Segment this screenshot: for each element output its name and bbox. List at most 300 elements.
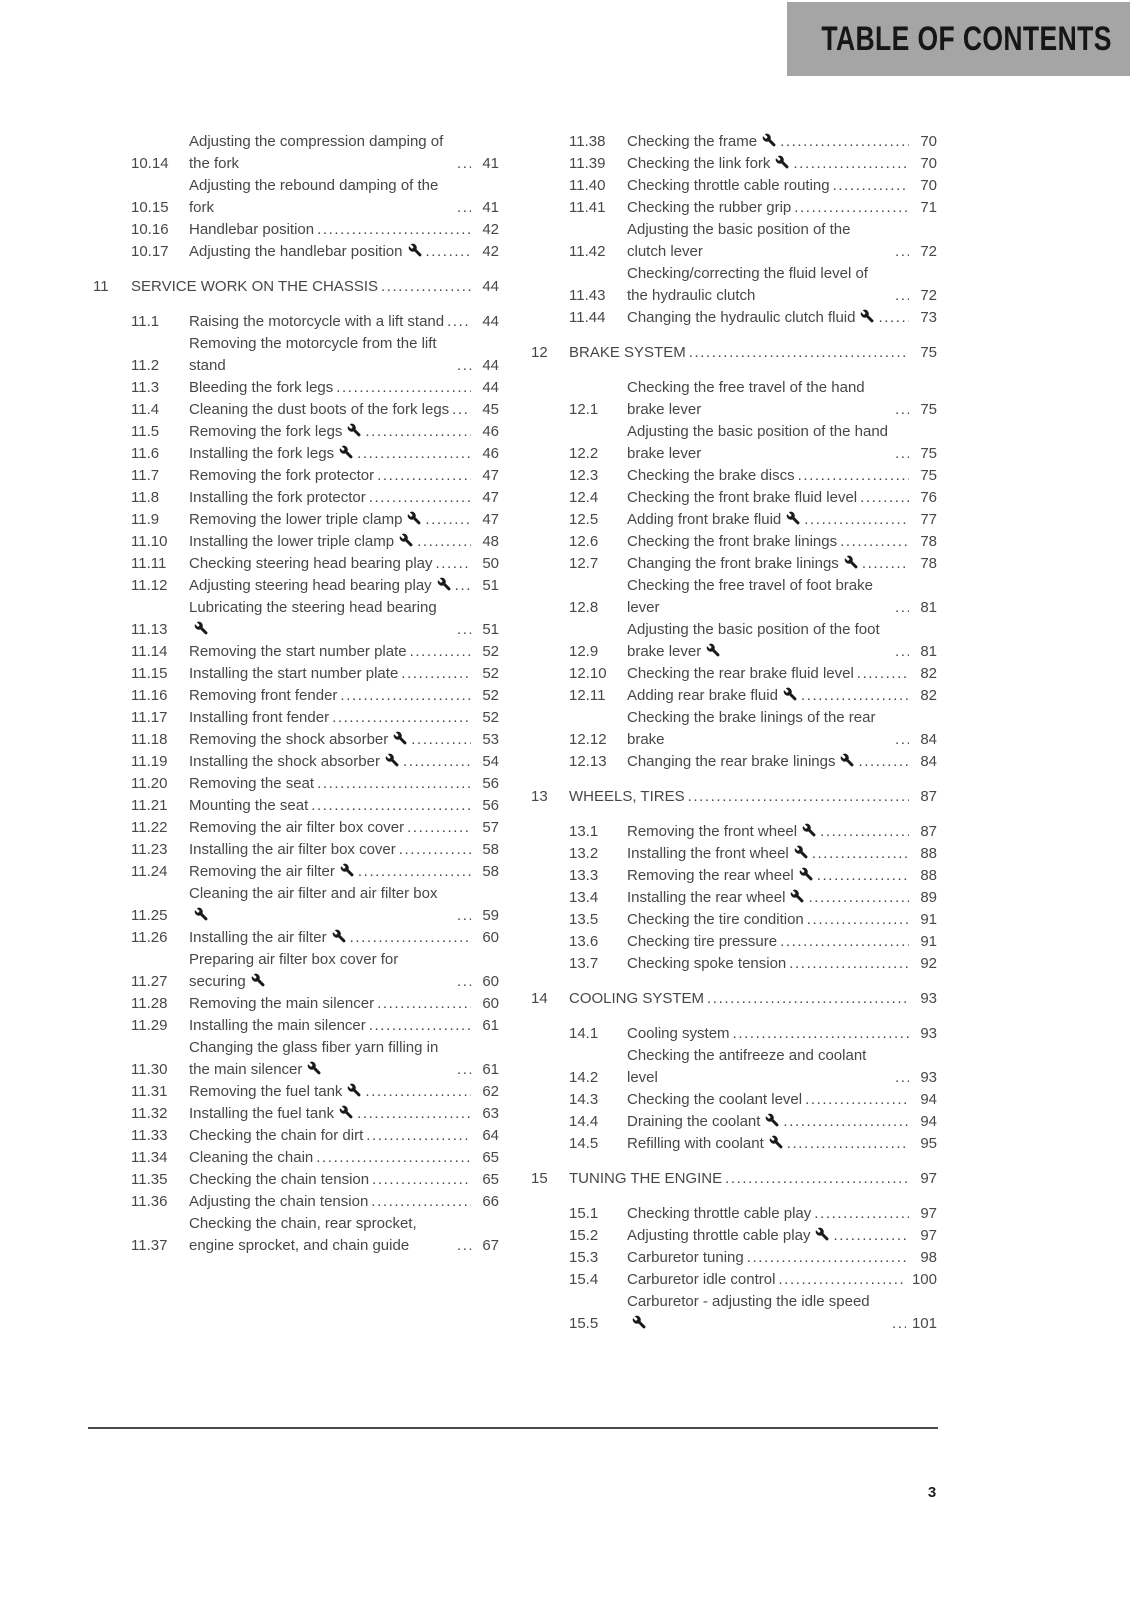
- toc-entry-number: 11.17: [131, 709, 168, 726]
- toc-entry-title: [189, 949, 454, 993]
- toc-page-ref: 51: [482, 577, 499, 594]
- toc-entry-title-text: Removing the air filter box cover: [189, 819, 405, 836]
- toc-entry: [569, 575, 937, 619]
- toc-page-ref: 81: [920, 643, 937, 660]
- toc-entry-title-text: Removing the front wheel: [627, 823, 798, 840]
- dot-leader: [783, 1111, 909, 1133]
- toc-entry-title: [189, 993, 374, 1015]
- toc-entry: [569, 263, 937, 307]
- toc-page-ref: 65: [482, 1149, 499, 1166]
- toc-entry-title: [627, 487, 857, 509]
- toc-page-ref: 71: [920, 199, 937, 216]
- toc-entry: [131, 685, 499, 707]
- toc-entry-number: 11.28: [131, 995, 168, 1012]
- dot-leader: [410, 641, 471, 663]
- toc-section: [93, 276, 499, 1257]
- toc-entry: [569, 865, 937, 887]
- toc-entry-title: [627, 1045, 892, 1089]
- toc-entry-number: 14.4: [569, 1113, 599, 1130]
- toc-entry-number: 11.22: [131, 819, 168, 836]
- dot-leader: [457, 1059, 471, 1081]
- toc-page-ref: 56: [482, 775, 499, 792]
- toc-section: [531, 1168, 937, 1335]
- toc-entry: [131, 1191, 499, 1213]
- toc-entry: [569, 553, 937, 575]
- toc-page-ref: 58: [482, 841, 499, 858]
- toc-page-ref: 101: [911, 1315, 937, 1332]
- toc-entry: [569, 707, 937, 751]
- toc-page-ref: 89: [920, 889, 937, 906]
- toc-entry: [569, 1203, 937, 1225]
- toc-entry-title: [189, 377, 333, 399]
- dot-leader: [895, 597, 909, 619]
- toc-entry: [569, 421, 937, 465]
- toc-section-title: SERVICE WORK ON THE CHASSIS: [131, 278, 378, 295]
- toc-section-header: [531, 342, 937, 364]
- dot-leader: [369, 487, 471, 509]
- toc-entry-title: [627, 219, 892, 263]
- toc-entry-number: 11.30: [131, 1061, 168, 1078]
- toc-entry-title-text: Checking the free travel of the hand brake lever: [627, 379, 865, 418]
- toc-entry-title-text: Checking the tire condition: [627, 911, 804, 928]
- toc-entry-number: 10.16: [131, 221, 169, 238]
- toc-page-ref: 97: [920, 1205, 937, 1222]
- dot-leader: [895, 1067, 909, 1089]
- toc-page-ref: 65: [482, 1171, 499, 1188]
- toc-page-ref: 66: [482, 1193, 499, 1210]
- toc-entry-number: 15.2: [569, 1227, 599, 1244]
- toc-entry-title: [189, 751, 400, 773]
- toc-entry-title: [189, 707, 329, 729]
- toc-page-ref: 54: [482, 753, 499, 770]
- toc-entry-number: 12.2: [569, 445, 599, 462]
- toc-entry-title: [189, 1147, 313, 1169]
- toc-entry: [131, 531, 499, 553]
- toc-page-ref: 60: [482, 929, 499, 946]
- toc-section: [531, 131, 937, 329]
- toc-entry: [131, 1125, 499, 1147]
- dot-leader: [780, 131, 909, 153]
- toc-section-number: 15: [531, 1170, 548, 1187]
- toc-entry-title: [189, 861, 355, 883]
- toc-column-right: [531, 131, 937, 1335]
- toc-entry: [131, 861, 499, 883]
- toc-section: [93, 131, 499, 263]
- dot-leader: [316, 1147, 471, 1169]
- toc-entry: [131, 241, 499, 263]
- toc-entry-number: 11.1: [131, 313, 160, 330]
- toc-entry-title: [627, 685, 798, 707]
- toc-entry-title: [189, 839, 396, 861]
- toc-entry: [131, 333, 499, 377]
- toc-entry-number: 15.4: [569, 1271, 599, 1288]
- toc-entry-title: [189, 333, 454, 377]
- dot-leader: [858, 751, 909, 773]
- toc-entry-title-text: Installing the shock absorber: [189, 753, 380, 770]
- page-title: TABLE OF CONTENTS: [821, 20, 1112, 58]
- toc-entry-title-text: Bleeding the fork legs: [189, 379, 334, 396]
- wrench-icon: [762, 131, 777, 153]
- toc-section-header: [531, 786, 937, 808]
- toc-entry: [131, 219, 499, 241]
- toc-entry: [569, 663, 937, 685]
- toc-entry-title-text: Removing the motorcycle from the lift stand: [189, 335, 437, 374]
- toc-entry-title-text: Changing the glass fiber yarn filling in the main silencer: [189, 1039, 439, 1078]
- toc-entry-title: [189, 1213, 454, 1257]
- dot-leader: [787, 1133, 909, 1155]
- toc-entry-number: 11.10: [131, 533, 168, 550]
- toc-entry: [131, 421, 499, 443]
- toc-entry-title-text: Checking the front brake linings: [627, 533, 838, 550]
- toc-entry-number: 11.25: [131, 907, 168, 924]
- toc-entry-title: [627, 619, 892, 663]
- wrench-icon: [393, 729, 408, 751]
- toc-entry-number: 15.3: [569, 1249, 599, 1266]
- toc-entry: [569, 377, 937, 421]
- dot-leader: [399, 839, 471, 861]
- toc-entry: [131, 377, 499, 399]
- toc-entry-number: 11.7: [131, 467, 160, 484]
- toc-entry-title: [627, 751, 855, 773]
- toc-entry-title-text: Installing the main silencer: [189, 1017, 366, 1034]
- toc-entry-title: [627, 1203, 811, 1225]
- dot-leader: [817, 865, 909, 887]
- dot-leader: [407, 817, 471, 839]
- wrench-icon: [332, 927, 347, 949]
- wrench-icon: [815, 1225, 830, 1247]
- toc-entry-title: [189, 131, 454, 175]
- toc-section: [531, 988, 937, 1155]
- toc-entry-title: [189, 487, 366, 509]
- toc-entry-number: 11.36: [131, 1193, 168, 1210]
- toc-entry: [569, 953, 937, 975]
- toc-page-ref: 44: [482, 379, 499, 396]
- dot-leader: [862, 553, 909, 575]
- wrench-icon: [786, 509, 801, 531]
- toc-entry-title-text: Cooling system: [627, 1025, 730, 1042]
- toc-column-left: [93, 131, 499, 1257]
- dot-leader: [798, 465, 909, 487]
- toc-entry-title: [627, 821, 817, 843]
- dot-leader: [793, 153, 909, 175]
- toc-page-ref: 87: [920, 788, 937, 805]
- toc-entry-number: 11.19: [131, 753, 168, 770]
- toc-entry-number: 11.32: [131, 1105, 168, 1122]
- toc-entry: [569, 751, 937, 773]
- toc-entry: [131, 949, 499, 993]
- toc-entry-title: [189, 795, 308, 817]
- toc-entry-title: [627, 1089, 802, 1111]
- wrench-icon: [632, 1313, 647, 1335]
- dot-leader: [350, 927, 471, 949]
- toc-entry: [131, 597, 499, 641]
- dot-leader: [403, 751, 471, 773]
- toc-entry-number: 13.5: [569, 911, 599, 928]
- toc-entry-number: 11.34: [131, 1149, 168, 1166]
- toc-entry-title-text: Removing the seat: [189, 775, 315, 792]
- toc-entry-title: [627, 843, 809, 865]
- dot-leader: [436, 553, 472, 575]
- dot-leader: [812, 843, 909, 865]
- toc-entry-title: [189, 443, 354, 465]
- dot-leader: [357, 443, 471, 465]
- toc-entry-title: [627, 131, 777, 153]
- toc-entry-number: 11.9: [131, 511, 160, 528]
- toc-entry-number: 12.8: [569, 599, 599, 616]
- toc-page-ref: 91: [920, 911, 937, 928]
- toc-entry-title: [627, 465, 795, 487]
- toc-entry-title: [627, 1133, 784, 1155]
- dot-leader: [860, 487, 909, 509]
- toc-entry-title: [627, 307, 875, 329]
- toc-page-ref: 67: [482, 1237, 499, 1254]
- toc-entry-title-text: Installing the air filter box cover: [189, 841, 396, 858]
- toc-entry: [569, 1045, 937, 1089]
- toc-entry-title: [627, 153, 790, 175]
- toc-entry-title-text: Installing front fender: [189, 709, 330, 726]
- toc-page-ref: 44: [482, 313, 499, 330]
- toc-entry-title-text: Checking throttle cable routing: [627, 177, 830, 194]
- toc-page-ref: 92: [920, 955, 937, 972]
- toc-entry-title-text: Checking the brake linings of the rear brake: [627, 709, 876, 748]
- toc-entry-number: 14.2: [569, 1069, 599, 1086]
- toc-entry-title-text: Checking the chain, rear sprocket, engine sprocket, and chain guide: [189, 1215, 417, 1254]
- toc-section: [531, 786, 937, 975]
- toc-entry: [131, 131, 499, 175]
- toc-entry-title-text: Cleaning the chain: [189, 1149, 314, 1166]
- dot-leader: [789, 953, 909, 975]
- toc-entry: [569, 131, 937, 153]
- toc-entry-title: [627, 1291, 889, 1335]
- toc-page-ref: 76: [920, 489, 937, 506]
- toc-entry-title-text: Mounting the seat: [189, 797, 309, 814]
- footer-rule: [88, 1427, 938, 1429]
- toc-entry-number: 11.2: [131, 357, 160, 374]
- toc-page-ref: 78: [920, 533, 937, 550]
- wrench-icon: [385, 751, 400, 773]
- toc-entry-title-text: Lubricating the steering head bearing: [189, 599, 437, 616]
- toc-entry: [131, 465, 499, 487]
- toc-page-ref: 48: [482, 533, 499, 550]
- toc-page-ref: 91: [920, 933, 937, 950]
- toc-entry: [569, 821, 937, 843]
- toc-entry-title-text: Cleaning the air filter and air filter box: [189, 885, 438, 902]
- toc-page-ref: 97: [920, 1227, 937, 1244]
- toc-page-ref: 63: [482, 1105, 499, 1122]
- toc-entry-title: [189, 509, 422, 531]
- toc-page-ref: 84: [920, 753, 937, 770]
- toc-page-ref: 93: [920, 1069, 937, 1086]
- toc-page-ref: 72: [920, 287, 937, 304]
- wrench-icon: [790, 887, 805, 909]
- toc-entry-number: 13.1: [569, 823, 599, 840]
- toc-entry-number: 11.6: [131, 445, 160, 462]
- toc-entry-title-text: Installing the rear wheel: [627, 889, 786, 906]
- toc-entry: [569, 153, 937, 175]
- toc-entry-title-text: Handlebar position: [189, 221, 315, 238]
- toc-entry-title: [189, 421, 362, 443]
- toc-entry-number: 10.14: [131, 155, 169, 172]
- dot-leader: [332, 707, 471, 729]
- toc-entry: [131, 707, 499, 729]
- toc-entry: [131, 175, 499, 219]
- toc-entry: [569, 685, 937, 707]
- toc-page-ref: 97: [920, 1170, 937, 1187]
- toc-entry-title-text: Adjusting the rebound damping of the fork: [189, 177, 439, 216]
- toc-entry-title: [189, 465, 374, 487]
- toc-entry: [569, 219, 937, 263]
- wrench-icon: [783, 685, 798, 707]
- toc-entry-title-text: Adjusting the basic position of the hand brake lever: [627, 423, 889, 462]
- toc-page-ref: 60: [482, 995, 499, 1012]
- toc-entry-number: 14.3: [569, 1091, 599, 1108]
- dot-leader: [820, 821, 909, 843]
- wrench-icon: [775, 153, 790, 175]
- toc-entry-title-text: Preparing air filter box cover for securing: [189, 951, 399, 990]
- toc-entry-number: 11.29: [131, 1017, 168, 1034]
- toc-entry: [131, 883, 499, 927]
- toc-entry-number: 12.12: [569, 731, 607, 748]
- dot-leader: [804, 509, 909, 531]
- toc-entry-number: 11.35: [131, 1171, 168, 1188]
- toc-page-ref: 75: [920, 467, 937, 484]
- wrench-icon: [194, 619, 209, 641]
- toc-entry-title-text: Removing the air filter: [189, 863, 335, 880]
- toc-entry-title-text: Checking steering head bearing play: [189, 555, 433, 572]
- wrench-icon: [860, 307, 875, 329]
- toc-page-ref: 62: [482, 1083, 499, 1100]
- toc-entry: [569, 1089, 937, 1111]
- dot-leader: [452, 399, 471, 421]
- wrench-icon: [340, 861, 355, 883]
- toc-entry: [131, 399, 499, 421]
- toc-entry-number: 11.15: [131, 665, 168, 682]
- toc-entry: [131, 641, 499, 663]
- toc-entry: [131, 751, 499, 773]
- toc-entry-title: [627, 553, 859, 575]
- toc-entry-title: [189, 729, 408, 751]
- toc-entry-number: 11.13: [131, 621, 168, 638]
- toc-entry: [569, 619, 937, 663]
- wrench-icon: [799, 865, 814, 887]
- dot-leader: [878, 307, 909, 329]
- toc-entry: [131, 1147, 499, 1169]
- toc-page-ref: 88: [920, 845, 937, 862]
- toc-entry: [131, 1103, 499, 1125]
- toc-page-ref: 47: [482, 489, 499, 506]
- toc-entry-title-text: Installing the fork protector: [189, 489, 366, 506]
- toc-entry: [131, 509, 499, 531]
- toc-page-ref: 82: [920, 665, 937, 682]
- toc-entry-number: 11.31: [131, 1083, 168, 1100]
- toc-entry-title: [627, 953, 786, 975]
- toc-entry: [131, 773, 499, 795]
- toc-entry: [131, 1015, 499, 1037]
- toc-page-ref: 95: [920, 1135, 937, 1152]
- toc-page-ref: 61: [482, 1017, 499, 1034]
- toc-entry: [569, 1133, 937, 1155]
- toc-entry-number: 12.3: [569, 467, 599, 484]
- dot-leader: [426, 241, 472, 263]
- toc-entry-title: [189, 1125, 363, 1147]
- toc-page-ref: 52: [482, 709, 499, 726]
- toc-entry: [131, 443, 499, 465]
- wrench-icon: [844, 553, 859, 575]
- toc-entry: [131, 575, 499, 597]
- wrench-icon: [407, 509, 422, 531]
- toc-entry-title: [189, 311, 444, 333]
- toc-entry-title-text: Checking the rear brake fluid level: [627, 665, 854, 682]
- toc-entry: [131, 1213, 499, 1257]
- dot-leader: [457, 905, 471, 927]
- dot-leader: [892, 1313, 906, 1335]
- toc-entry-title: [627, 509, 801, 531]
- toc-page-ref: 57: [482, 819, 499, 836]
- dot-leader: [833, 1225, 909, 1247]
- toc-entry-title-text: Raising the motorcycle with a lift stand: [189, 313, 445, 330]
- toc-entry-title-text: Adjusting the compression damping of the fork: [189, 133, 444, 172]
- dot-leader: [840, 531, 909, 553]
- toc-section: [531, 342, 937, 773]
- toc-page-ref: 53: [482, 731, 499, 748]
- dot-leader: [377, 465, 471, 487]
- toc-entry-title: [627, 575, 892, 619]
- toc-entry-number: 11.18: [131, 731, 168, 748]
- toc-section-title: TUNING THE ENGINE: [569, 1170, 723, 1187]
- toc-page-ref: 93: [920, 1025, 937, 1042]
- toc-entry-number: 11.44: [569, 309, 606, 326]
- toc-page-ref: 73: [920, 309, 937, 326]
- toc-entry: [569, 509, 937, 531]
- toc-entry-number: 15.5: [569, 1315, 599, 1332]
- toc-entry-number: 14.5: [569, 1135, 599, 1152]
- dot-leader: [780, 931, 909, 953]
- toc-entry-title: [189, 1169, 369, 1191]
- toc-entry-title: [189, 685, 337, 707]
- toc-entry-number: 12.13: [569, 753, 607, 770]
- toc-entry-title-text: Adding front brake fluid: [627, 511, 782, 528]
- toc-entry-title-text: Checking/correcting the fluid level of the hydraulic clutch: [627, 265, 868, 304]
- toc-entry-title-text: Checking the antifreeze and coolant level: [627, 1047, 867, 1086]
- toc-entry-title: [189, 1037, 454, 1081]
- dot-leader: [457, 1235, 471, 1257]
- toc-entry-number: 11.41: [569, 199, 606, 216]
- toc-entry-title-text: Installing the fuel tank: [189, 1105, 335, 1122]
- dot-leader: [895, 729, 909, 751]
- toc-entry-title-text: Removing the lower triple clamp: [189, 511, 403, 528]
- toc-entry-number: 13.4: [569, 889, 599, 906]
- toc-entry-title-text: Adjusting the basic position of the clutch lever: [627, 221, 851, 260]
- toc-entry-title-text: Removing front fender: [189, 687, 338, 704]
- toc-entry-number: 11.33: [131, 1127, 168, 1144]
- toc-entry-title: [627, 263, 892, 307]
- toc-entry-title: [189, 1103, 354, 1125]
- toc-entry: [569, 487, 937, 509]
- toc-entry-title-text: Checking the rubber grip: [627, 199, 792, 216]
- dot-leader: [689, 342, 909, 364]
- toc-entry-number: 11.23: [131, 841, 168, 858]
- toc-entry: [569, 307, 937, 329]
- toc-page-ref: 70: [920, 133, 937, 150]
- toc-entry-title-text: Carburetor - adjusting the idle speed: [627, 1293, 870, 1310]
- dot-leader: [417, 531, 471, 553]
- toc-entry-title-text: Draining the coolant: [627, 1113, 761, 1130]
- dot-leader: [857, 663, 909, 685]
- dot-leader: [317, 773, 471, 795]
- toc-entry-title-text: Checking the link fork: [627, 155, 771, 172]
- toc-entry-title-text: Checking the brake discs: [627, 467, 795, 484]
- toc-entry-title: [627, 531, 837, 553]
